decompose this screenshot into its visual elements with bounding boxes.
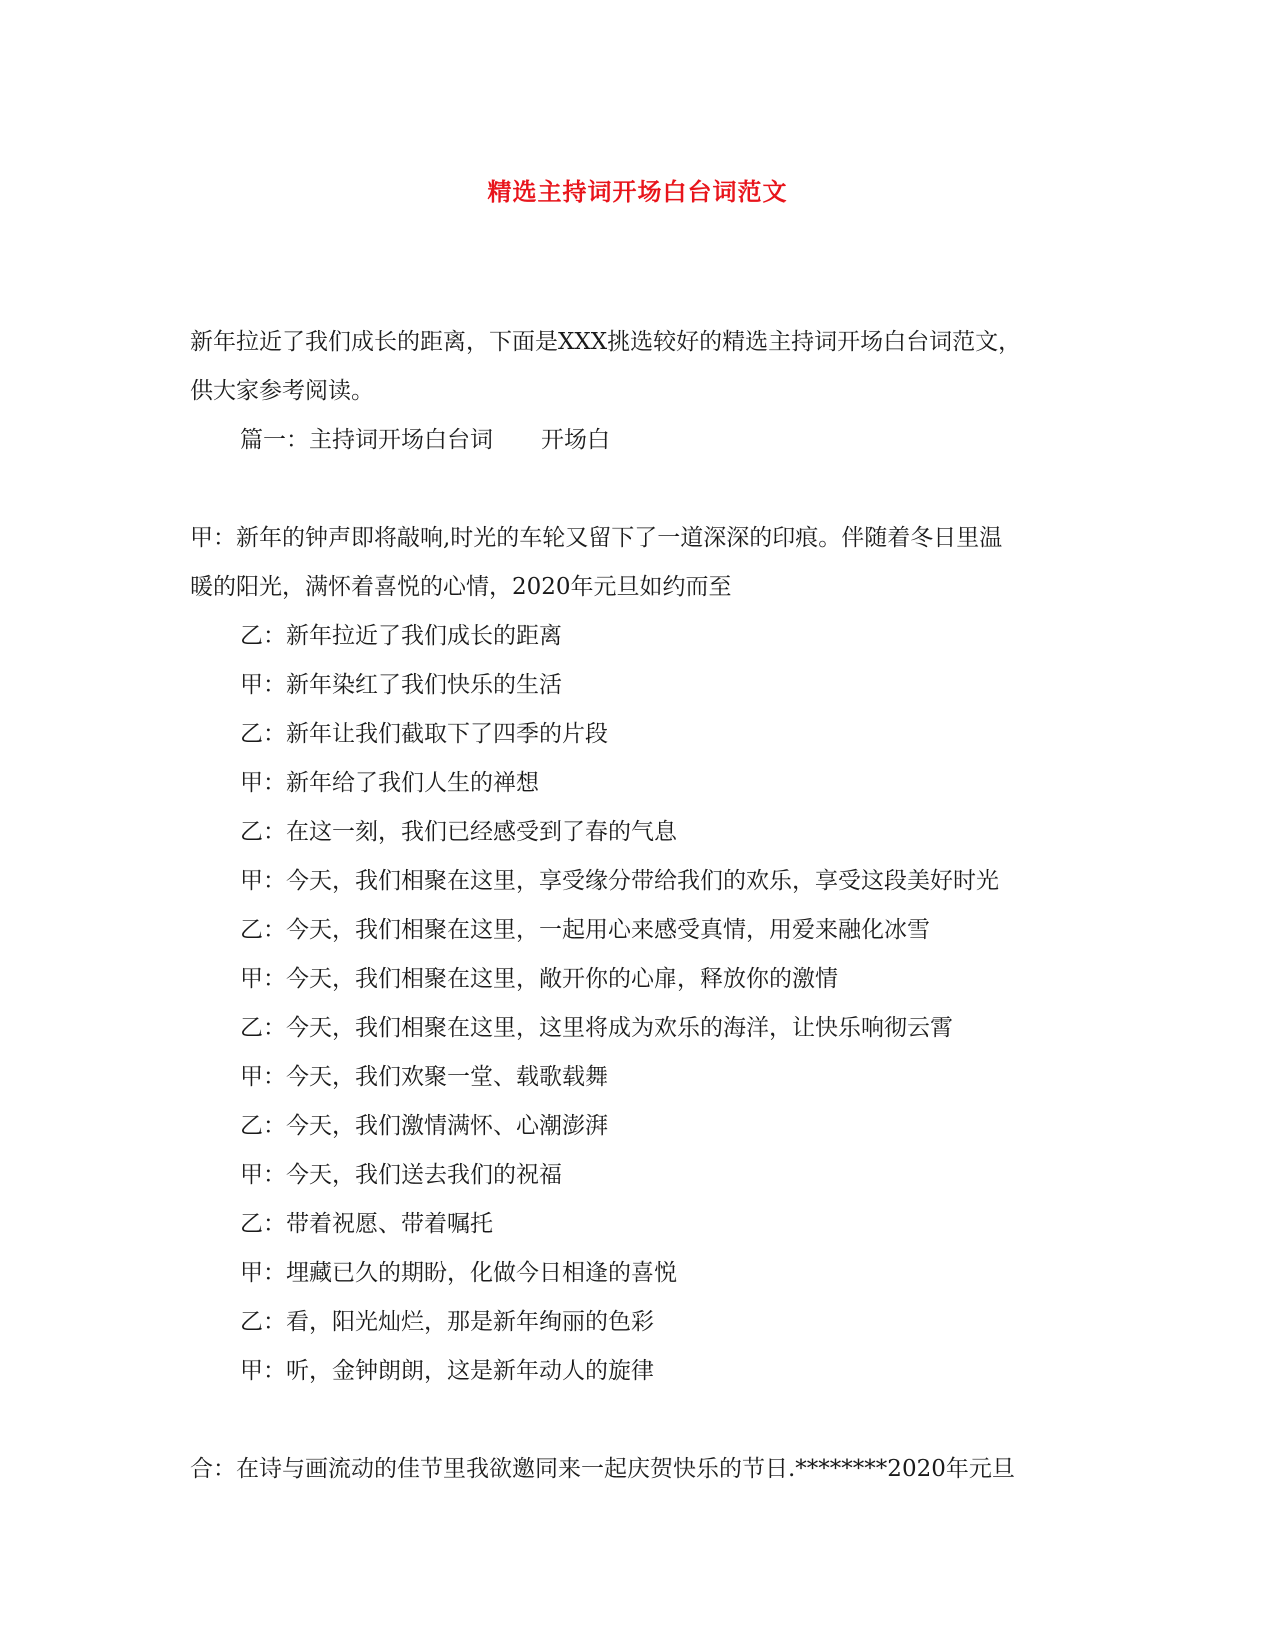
- opening-line-1: 甲：新年的钟声即将敲响,时光的车轮又留下了一道深深的印痕。伴随着冬日里温: [190, 525, 1003, 551]
- dialogue-line: 乙：在这一刻，我们已经感受到了春的气息: [240, 819, 677, 845]
- dialogue-line: 乙：看，阳光灿烂，那是新年绚丽的色彩: [240, 1309, 654, 1335]
- dialogue-line: 乙：新年让我们截取下了四季的片段: [240, 721, 608, 747]
- section-heading-sub: 开场白: [541, 427, 610, 453]
- opening-line-2: 暖的阳光，满怀着喜悦的心情，2020年元旦如约而至: [190, 574, 732, 600]
- dialogue-line: 乙：带着祝愿、带着嘱托: [240, 1211, 493, 1237]
- intro-line-2: 供大家参考阅读。: [190, 378, 374, 404]
- closing-line: 合：在诗与画流动的佳节里我欲邀同来一起庆贺快乐的节日.********2020年元旦: [190, 1456, 1015, 1482]
- dialogue-line: 甲：新年给了我们人生的禅想: [240, 770, 539, 796]
- dialogue-line: 乙：今天，我们相聚在这里，一起用心来感受真情，用爱来融化冰雪: [240, 917, 930, 943]
- dialogue-line: 甲：新年染红了我们快乐的生活: [240, 672, 562, 698]
- dialogue-line: 甲：今天，我们送去我们的祝福: [240, 1162, 562, 1188]
- document-body: [190, 318, 1090, 1494]
- dialogue-line: 乙：今天，我们激情满怀、心潮澎湃: [240, 1113, 608, 1139]
- section-heading: [190, 416, 1090, 465]
- dialogue-line: 甲：今天，我们相聚在这里，敞开你的心扉，释放你的激情: [240, 966, 838, 992]
- dialogue-line: 乙：今天，我们相聚在这里，这里将成为欢乐的海洋，让快乐响彻云霄: [240, 1015, 953, 1041]
- dialogue-line: 乙：新年拉近了我们成长的距离: [240, 623, 562, 649]
- dialogue-line: 甲：今天，我们欢聚一堂、载歌载舞: [240, 1064, 608, 1090]
- document-title: 精选主持词开场白台词范文: [487, 177, 788, 206]
- dialogue-line: 甲：今天，我们相聚在这里，享受缘分带给我们的欢乐，享受这段美好时光: [240, 868, 999, 894]
- dialogue-line: 甲：听，金钟朗朗，这是新年动人的旋律: [240, 1358, 654, 1384]
- intro-line-1: 新年拉近了我们成长的距离，下面是XXX挑选较好的精选主持词开场白台词范文，: [190, 329, 1022, 355]
- section-heading-label: 篇一：主持词开场白台词: [240, 427, 493, 453]
- dialogue-line: 甲：埋藏已久的期盼，化做今日相逢的喜悦: [240, 1260, 677, 1286]
